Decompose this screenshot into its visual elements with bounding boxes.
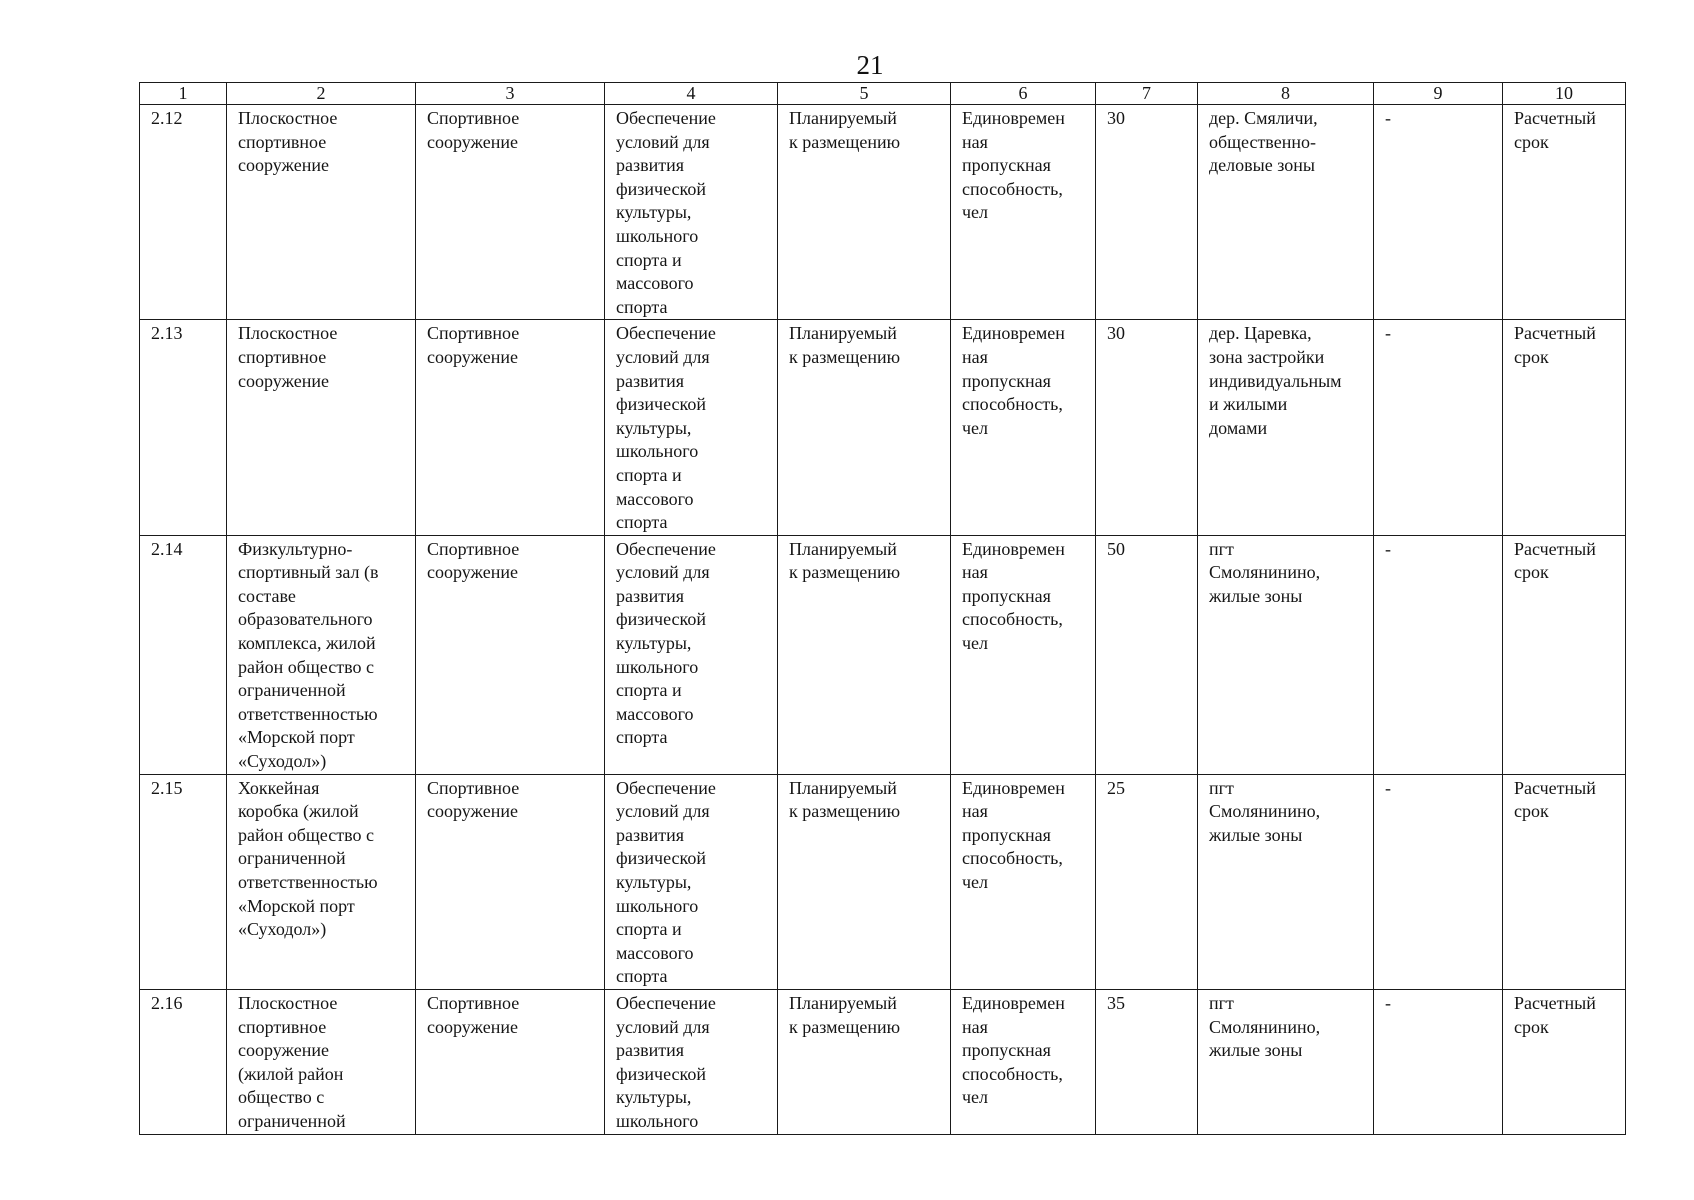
table-row	[140, 774, 1626, 989]
object-type-cell: Спортивное сооружение	[416, 535, 605, 774]
characteristic-cell: Единовремен ная пропускная способность, чел	[951, 320, 1096, 535]
table-row	[140, 535, 1626, 774]
object-name-cell: Плоскостное спортивное сооружение	[227, 320, 416, 535]
object-type-cell: Спортивное сооружение	[416, 774, 605, 989]
location-cell: пгт Смолянинино, жилые зоны	[1198, 774, 1374, 989]
row-number-cell: 2.14	[140, 535, 227, 774]
value-cell: 30	[1096, 320, 1198, 535]
location-cell: пгт Смолянинино, жилые зоны	[1198, 535, 1374, 774]
term-cell: Расчетный срок	[1503, 105, 1626, 320]
zones-cell: -	[1374, 320, 1503, 535]
characteristic-cell: Единовремен ная пропускная способность, чел	[951, 989, 1096, 1134]
table-row	[140, 320, 1626, 535]
status-cell: Планируемый к размещению	[778, 320, 951, 535]
term-cell: Расчетный срок	[1503, 774, 1626, 989]
column-number-header: 1	[140, 83, 227, 105]
location-cell: дер. Царевка, зона застройки индивидуальным и жилыми домами	[1198, 320, 1374, 535]
characteristic-cell: Единовремен ная пропускная способность, чел	[951, 535, 1096, 774]
location-cell: дер. Смяличи, общественно- деловые зоны	[1198, 105, 1374, 320]
status-cell: Планируемый к размещению	[778, 535, 951, 774]
column-number-header: 6	[951, 83, 1096, 105]
column-number-header: 10	[1503, 83, 1626, 105]
object-type-cell: Спортивное сооружение	[416, 105, 605, 320]
column-number-header: 8	[1198, 83, 1374, 105]
object-name-cell: Плоскостное спортивное сооружение	[227, 105, 416, 320]
table-row	[140, 105, 1626, 320]
column-number-header: 2	[227, 83, 416, 105]
column-number-header: 5	[778, 83, 951, 105]
row-number-cell: 2.13	[140, 320, 227, 535]
object-name-cell: Плоскостное спортивное сооружение (жилой район общество с ограниченной	[227, 989, 416, 1134]
value-cell: 25	[1096, 774, 1198, 989]
zones-cell: -	[1374, 774, 1503, 989]
column-number-header: 9	[1374, 83, 1503, 105]
characteristic-cell: Единовремен ная пропускная способность, чел	[951, 774, 1096, 989]
facilities-table	[139, 82, 1626, 1135]
location-cell: пгт Смолянинино, жилые зоны	[1198, 989, 1374, 1134]
value-cell: 30	[1096, 105, 1198, 320]
status-cell: Планируемый к размещению	[778, 105, 951, 320]
row-number-cell: 2.12	[140, 105, 227, 320]
characteristic-cell: Единовремен ная пропускная способность, чел	[951, 105, 1096, 320]
purpose-cell: Обеспечение условий для развития физической культуры, школьного спорта и массового спорта	[605, 105, 778, 320]
status-cell: Планируемый к размещению	[778, 989, 951, 1134]
value-cell: 50	[1096, 535, 1198, 774]
purpose-cell: Обеспечение условий для развития физической культуры, школьного	[605, 989, 778, 1134]
zones-cell: -	[1374, 105, 1503, 320]
purpose-cell: Обеспечение условий для развития физической культуры, школьного спорта и массового спорта	[605, 535, 778, 774]
term-cell: Расчетный срок	[1503, 320, 1626, 535]
purpose-cell: Обеспечение условий для развития физической культуры, школьного спорта и массового спорта	[605, 774, 778, 989]
status-cell: Планируемый к размещению	[778, 774, 951, 989]
column-number-header: 4	[605, 83, 778, 105]
column-number-header: 3	[416, 83, 605, 105]
object-name-cell: Физкультурно- спортивный зал (в составе образовательного комплекса, жилой район общество с ограниченной ответственностью «Морской порт «Суходол»)	[227, 535, 416, 774]
purpose-cell: Обеспечение условий для развития физической культуры, школьного спорта и массового спорта	[605, 320, 778, 535]
column-number-header: 7	[1096, 83, 1198, 105]
term-cell: Расчетный срок	[1503, 535, 1626, 774]
value-cell: 35	[1096, 989, 1198, 1134]
row-number-cell: 2.16	[140, 989, 227, 1134]
zones-cell: -	[1374, 989, 1503, 1134]
object-type-cell: Спортивное сооружение	[416, 989, 605, 1134]
object-type-cell: Спортивное сооружение	[416, 320, 605, 535]
object-name-cell: Хоккейная коробка (жилой район общество с ограниченной ответственностью «Морской порт «Суходол»)	[227, 774, 416, 989]
term-cell: Расчетный срок	[1503, 989, 1626, 1134]
table-row	[140, 989, 1626, 1134]
column-number-row	[140, 83, 1626, 105]
page-number: 21	[856, 50, 884, 80]
zones-cell: -	[1374, 535, 1503, 774]
row-number-cell: 2.15	[140, 774, 227, 989]
